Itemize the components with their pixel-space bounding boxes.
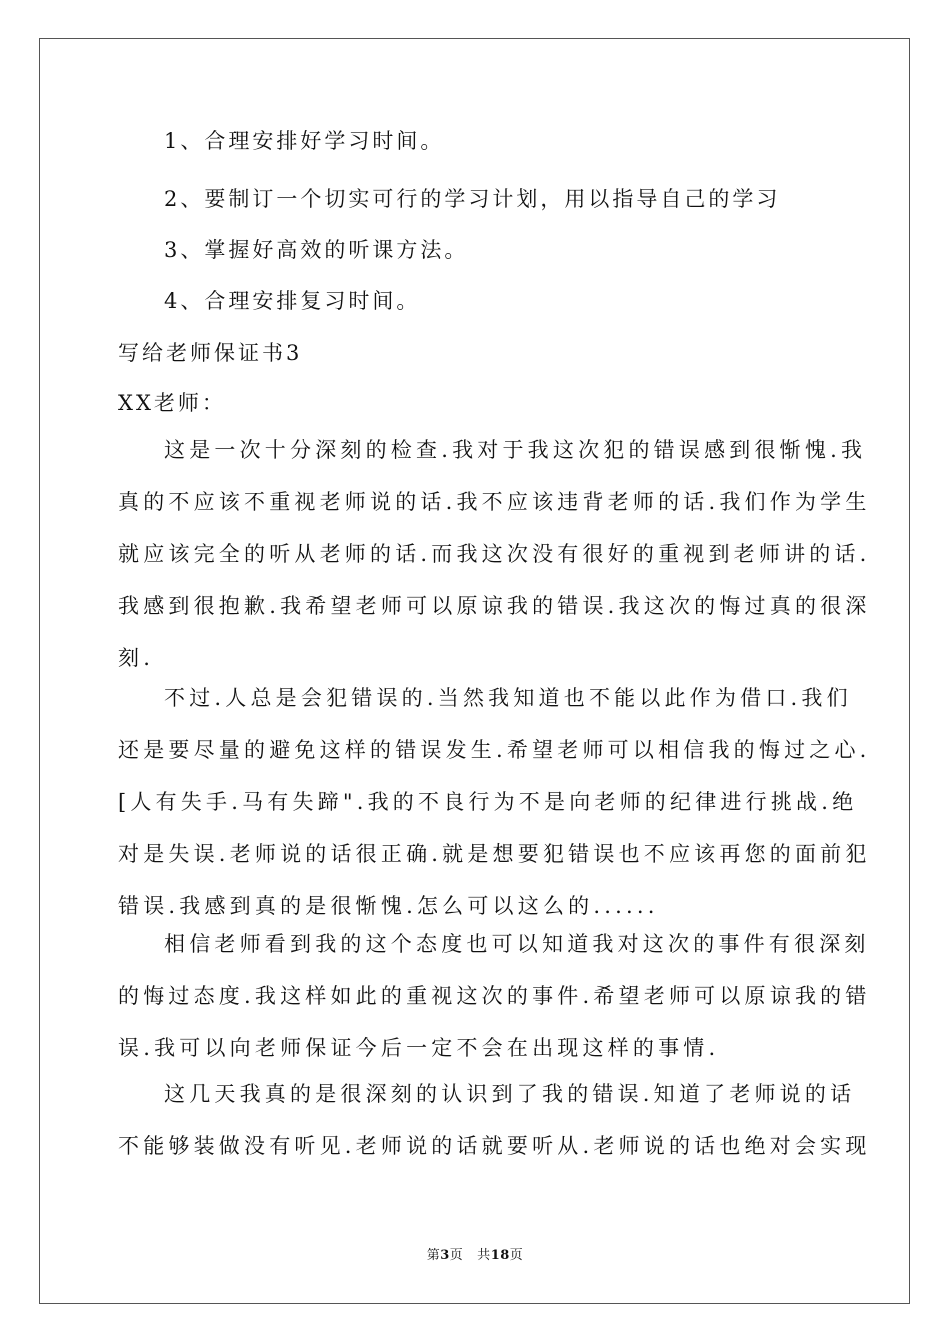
page-footer xyxy=(0,1244,950,1263)
list-item: 1、合理安排好学习时间。 xyxy=(164,129,445,153)
paragraph-1 xyxy=(118,424,871,684)
paragraph-4 xyxy=(118,1068,871,1172)
paragraph-line: 还是要尽量的避免这样的错误发生.希望老师可以相信我的悔过之心. xyxy=(118,738,871,762)
paragraph-line: 不过.人总是会犯错误的.当然我知道也不能以此作为借口.我们 xyxy=(164,686,852,710)
paragraph-line: 刻. xyxy=(118,646,155,670)
paragraph-2 xyxy=(118,672,871,932)
paragraph-line: 这几天我真的是很深刻的认识到了我的错误.知道了老师说的话 xyxy=(164,1082,856,1106)
page-prefix: 第 xyxy=(426,1248,441,1263)
section-heading: 写给老师保证书3 xyxy=(118,341,303,365)
paragraph-line: 我感到很抱歉.我希望老师可以原谅我的错误.我这次的悔过真的很深 xyxy=(118,594,871,618)
page-suffix: 页 xyxy=(449,1248,464,1263)
list-item: 4、合理安排复习时间。 xyxy=(164,289,421,313)
list-item: 2、要制订一个切实可行的学习计划，用以指导自己的学习 xyxy=(164,187,781,211)
paragraph-line: 相信老师看到我的这个态度也可以知道我对这次的事件有很深刻 xyxy=(164,932,870,956)
paragraph-line: 误.我可以向老师保证今后一定不会在出现这样的事情. xyxy=(118,1036,720,1060)
paragraph-3 xyxy=(118,918,871,1074)
page-number: 3 xyxy=(440,1248,450,1263)
paragraph-line: 真的不应该不重视老师说的话.我不应该违背老师的话.我们作为学生 xyxy=(118,490,871,514)
list-item: 3、掌握好高效的听课方法。 xyxy=(164,238,469,262)
salutation: XX老师： xyxy=(118,391,226,415)
paragraph-line: 对是失误.老师说的话很正确.就是想要犯错误也不应该再您的面前犯 xyxy=(118,842,871,866)
paragraph-line: 这是一次十分深刻的检查.我对于我这次犯的错误感到很惭愧.我 xyxy=(164,438,867,462)
total-suffix: 页 xyxy=(509,1248,524,1263)
paragraph-line: [人有失手.马有失蹄".我的不良行为不是向老师的纪律进行挑战.绝 xyxy=(118,790,858,814)
paragraph-line: 的悔过态度.我这样如此的重视这次的事件.希望老师可以原谅我的错 xyxy=(118,984,871,1008)
total-prefix: 共 xyxy=(477,1248,491,1263)
paragraph-line: 就应该完全的听从老师的话.而我这次没有很好的重视到老师讲的话. xyxy=(118,542,871,566)
paragraph-line: 不能够装做没有听见.老师说的话就要听从.老师说的话也绝对会实现 xyxy=(118,1134,871,1158)
total-pages: 18 xyxy=(490,1248,510,1263)
paragraph-line: 错误.我感到真的是很惭愧.怎么可以这么的...... xyxy=(118,894,659,918)
